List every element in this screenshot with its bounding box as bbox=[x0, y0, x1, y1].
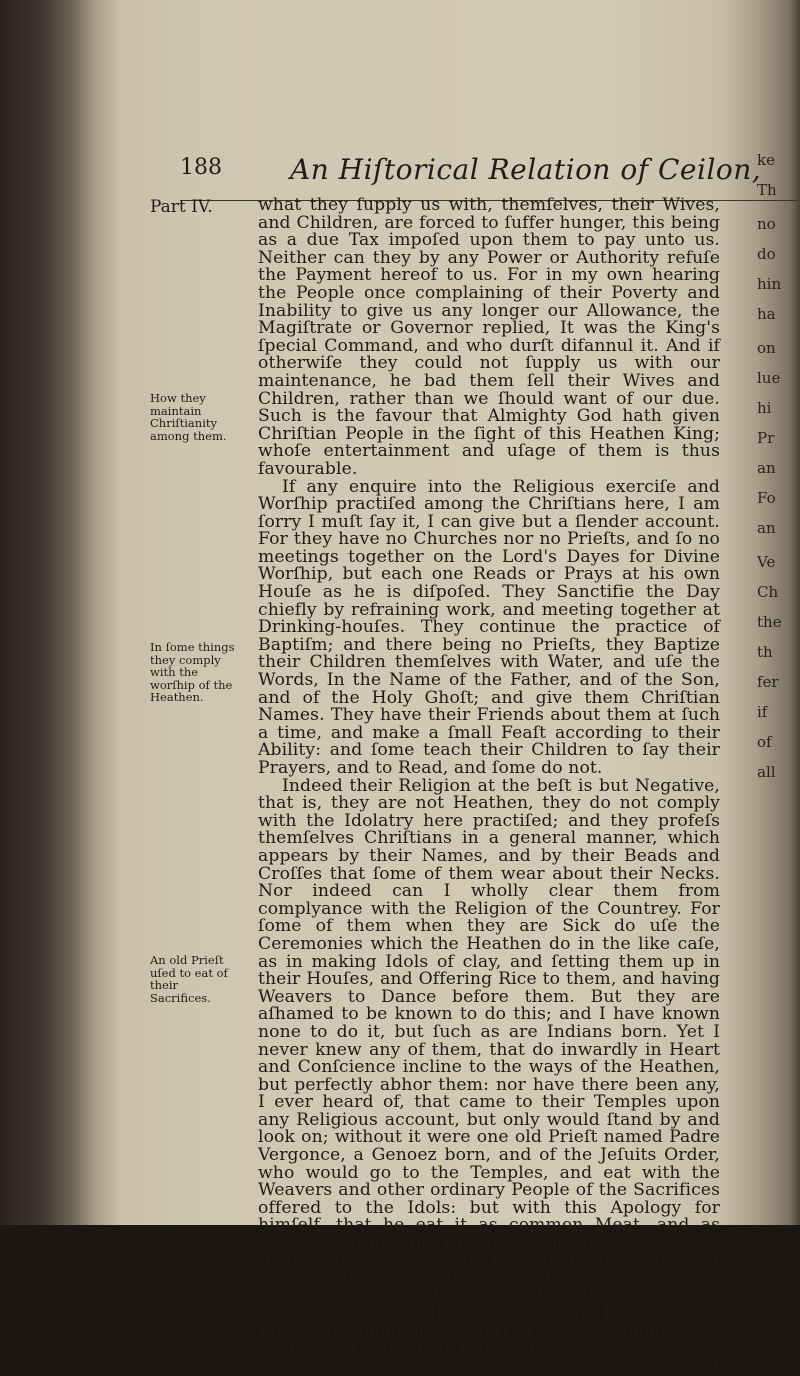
next-page-fragment: ha bbox=[757, 305, 776, 323]
part-label: Part IV. bbox=[150, 197, 213, 217]
paragraph-3: Indeed their Religion at the beſt is but Negative, that is, they are not Heathen, they do not comply with the Idolatry here practiſed; and they profeſs themſelves Chriſtians in a general manner, which appears by their Names, and by their Beads and Croſſes that ſome of them wear about their Necks. Nor indeed can I wholly clear them from complyance with the Religion of the Countrey. For ſome of them when they are Sick do uſe the Ceremonies which the Heathen do in the like caſe, as in making Idols of clay, and ſetting them up in their Houſes, and Offering Rice to them, and having Weavers to Dance before them. But they are aſhamed to be known to do this; and I have known none to do it, but ſuch as are Indians born. Yet I never knew any of them, that do inwardly in Heart and Conſcience incline to the ways of the Heathen, but perfectly abhor them: nor have there been any, I ever heard of, that came to their Temples upon any Religious account, but only would ſtand by and look on; without it were one old Prieſt named Padre Vergonce, a Genoez born, and of the Jeſuits Order, who would go to the Temples, and eat with the Weavers and other ordinary People of the Sacrifices offered to the Idols: but with this Apology for himſelf, that he eat it as common Meat, and as God's Creature, and that it was never the worſe for their Superſtition that had paſt upon it. But however this may reflect upon the Father, another thing may be related for his Honour. There happened two Prieſts to fall into the hands of the King; on whom he conferred great Honours; for having laid aſide their Habits they bbox=[258, 775, 720, 1359]
next-page-fragment: the bbox=[757, 613, 782, 631]
next-page-fragment: lue bbox=[757, 369, 781, 387]
next-page-fragment: hi bbox=[757, 399, 772, 417]
next-page-fragment: all bbox=[757, 763, 776, 781]
next-page-fragment: of bbox=[757, 733, 772, 751]
next-page-fragment: fer bbox=[757, 673, 779, 691]
margin-note-old-priest: An old Prieſt uſed to eat of their Sacrifices. bbox=[150, 953, 228, 1005]
next-page-fragment: Pr bbox=[757, 429, 775, 447]
next-page-fragment: Th bbox=[757, 181, 777, 199]
next-page-edge bbox=[757, 150, 800, 792]
page-header bbox=[180, 155, 800, 195]
running-head: An Hiſtorical Relation of Ceilon, bbox=[290, 153, 762, 186]
next-page-fragment: ke bbox=[757, 151, 775, 169]
margin-note-comply: In ſome things they comply with the worſhip of the Heathen. bbox=[150, 640, 235, 704]
next-page-fragment: hin bbox=[757, 275, 782, 293]
next-page-fragment: do bbox=[757, 245, 776, 263]
paragraph-2: If any enquire into the Religious exerciſe and Worſhip practiſed among the Chriſtians here, I am ſorry I muſt ſay it, I can give but a ſlender account. For they have no Churches nor no Prieſts, and ſo no meetings together on the Lord's Dayes for Divine Worſhip, but each one Reads or Prays at his own Houſe as he is diſpoſed. They Sanctifie the Day chiefly by refraining work, and meeting together at Drinking-houſes. They continue the practice of Baptiſm; and there being no Prieſts, they Baptize their Children themſelves with Water, and uſe the Words, In the Name of the Father, and of the Son, and of the Holy Ghoſt; and give them Chriſtian Names. They have their Friends about them at ſuch a time, and make a ſmall Feaſt according to their Ability: and ſome teach their Children to ſay their Prayers, and to Read, and ſome do not. bbox=[258, 476, 720, 778]
page-number: 188 bbox=[180, 155, 222, 180]
next-page-fragment: Fo bbox=[757, 489, 776, 507]
next-page-fragment: on bbox=[757, 339, 776, 357]
next-page-fragment: th bbox=[757, 643, 773, 661]
next-page-fragment: an bbox=[757, 459, 776, 477]
body-text bbox=[258, 197, 720, 1376]
next-page-fragment: an bbox=[757, 519, 776, 537]
next-page-fragment: Ch bbox=[757, 583, 779, 601]
catchword: kept bbox=[681, 1356, 720, 1376]
margin-note-christianity: How they maintain Chriſtianity among them. bbox=[150, 391, 227, 443]
next-page-fragment: no bbox=[757, 215, 776, 233]
next-page-fragment: if bbox=[757, 703, 768, 721]
next-page-fragment: Ve bbox=[757, 553, 776, 571]
paragraph-1: what they ſupply us with, themſelves, their Wives, and Children, are forced to ſuffer hunger, this being as a due Tax impoſed upon them to pay unto us. Neither can they by any Power or Authority refuſe the Payment hereof to us. For in my own hearing the People once complaining of their Poverty and Inability to give us any longer our Allowance, the Magiſtrate or Governor replied, It was the King's ſpecial Command, and who durſt difannul it. And if otherwiſe they could not ſupply us with our maintenance, he bad them ſell their Wives and Children, rather than we ſhould want of our due. Such is the favour that Almighty God hath given Chriſtian People in the ſight of this Heathen King; whoſe entertainment and uſage of them is thus favourable. bbox=[258, 195, 720, 479]
